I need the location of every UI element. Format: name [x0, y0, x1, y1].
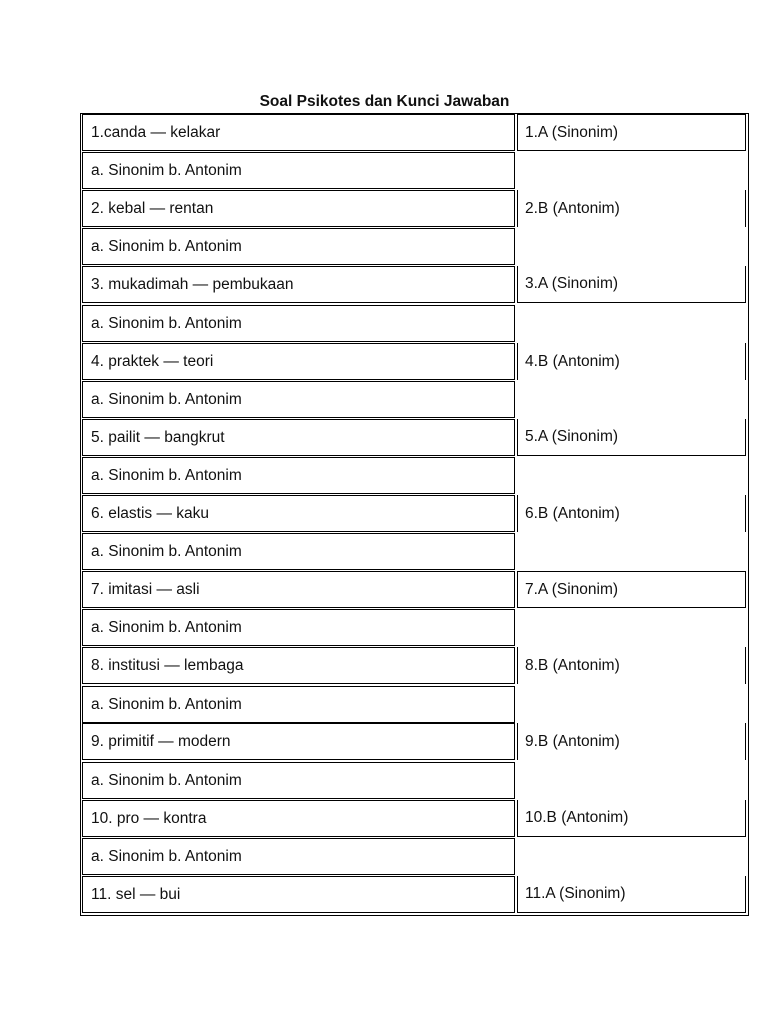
options-cell: a. Sinonim b. Antonim [82, 762, 515, 799]
question-cell: 2. kebal — rentan [82, 190, 515, 227]
question-cell: 9. primitif — modern [82, 723, 515, 760]
question-cell: 7. imitasi — asli [82, 571, 515, 608]
options-cell: a. Sinonim b. Antonim [82, 228, 515, 265]
question-cell: 6. elastis — kaku [82, 495, 515, 532]
answer-cell: 5.A (Sinonim) [517, 419, 746, 456]
answer-cell: 11.A (Sinonim) [517, 876, 746, 913]
answer-cell: 2.B (Antonim) [517, 190, 746, 227]
answer-cell: 7.A (Sinonim) [517, 571, 746, 608]
options-cell: a. Sinonim b. Antonim [82, 686, 515, 723]
document-title-text: Soal Psikotes dan Kunci Jawaban [259, 93, 510, 110]
question-cell: 1.canda — kelakar [82, 114, 515, 151]
question-cell: 8. institusi — lembaga [82, 647, 515, 684]
options-cell: a. Sinonim b. Antonim [82, 381, 515, 418]
question-cell: 3. mukadimah — pembukaan [82, 266, 515, 303]
options-cell: a. Sinonim b. Antonim [82, 152, 515, 189]
question-cell: 10. pro — kontra [82, 800, 515, 837]
options-cell: a. Sinonim b. Antonim [82, 457, 515, 494]
answer-cell: 4.B (Antonim) [517, 343, 746, 380]
options-cell: a. Sinonim b. Antonim [82, 609, 515, 646]
answer-cell: 6.B (Antonim) [517, 495, 746, 532]
question-cell: 4. praktek — teori [82, 343, 515, 380]
document-title [0, 93, 768, 111]
answer-cell: 8.B (Antonim) [517, 647, 746, 684]
answer-cell: 1.A (Sinonim) [517, 114, 746, 151]
options-cell: a. Sinonim b. Antonim [82, 838, 515, 875]
answer-cell: 10.B (Antonim) [517, 800, 746, 837]
question-cell: 11. sel — bui [82, 876, 515, 913]
options-cell: a. Sinonim b. Antonim [82, 533, 515, 570]
answer-cell: 9.B (Antonim) [517, 723, 746, 760]
answer-cell: 3.A (Sinonim) [517, 266, 746, 303]
question-cell: 5. pailit — bangkrut [82, 419, 515, 456]
options-cell: a. Sinonim b. Antonim [82, 305, 515, 342]
